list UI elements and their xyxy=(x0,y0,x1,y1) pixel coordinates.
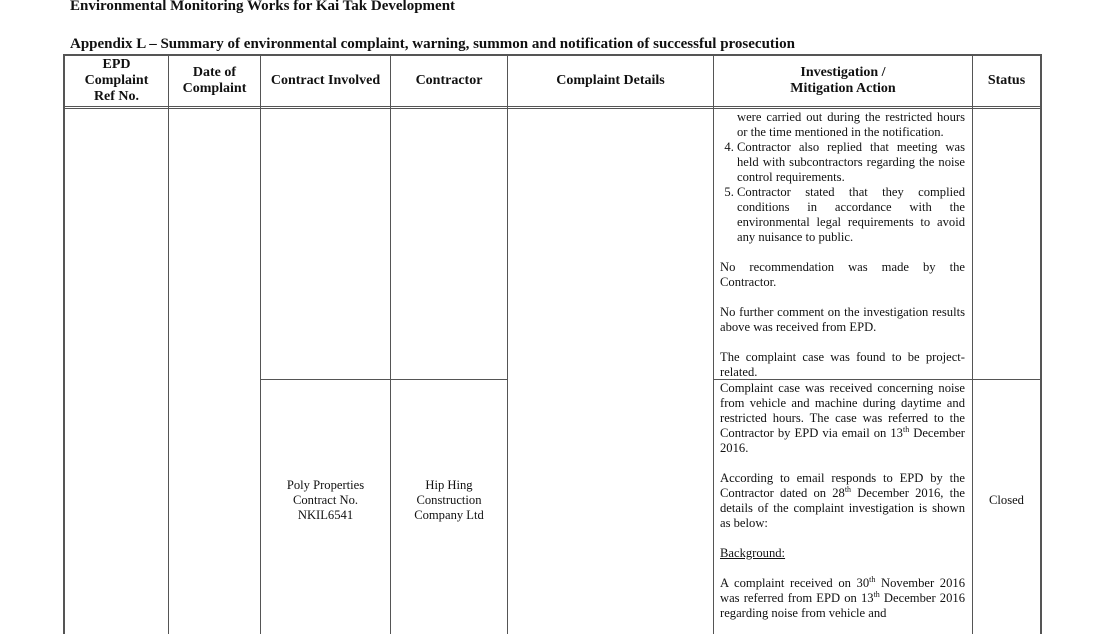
status-cell: Closed xyxy=(989,493,1024,507)
list-item: 5. Contractor stated that they complied conditions in accordance with the environmental legal requirements to avoid any nuisance to public. xyxy=(737,185,965,245)
investigation-paragraph: Complaint case was received concerning noise from vehicle and machine during daytime and restricted hours. The case was referred to the Contractor by EPD via email on 13th December 2016. xyxy=(720,381,965,455)
header-epd-ref xyxy=(65,56,168,106)
header-date xyxy=(169,56,260,106)
row-divider xyxy=(260,379,508,380)
investigation-list xyxy=(720,140,965,245)
header-investigation-line2: Mitigation Action xyxy=(790,81,896,96)
header-epd-ref-line1: EPD xyxy=(102,57,131,72)
investigation-paragraph: No recommendation was made by the Contractor. xyxy=(720,260,965,289)
list-item: 4. Contractor also replied that meeting was held with subcontractors regarding the noise control requirements. xyxy=(737,140,965,185)
header-epd-ref-line2: Complaint xyxy=(84,73,149,88)
header-complaint-details: Complaint Details xyxy=(556,73,665,88)
header-investigation xyxy=(714,56,972,106)
header-contract: Contract Involved xyxy=(270,73,381,88)
appendix-title: Appendix L – Summary of environmental complaint, warning, summon and notification of successful prosecution xyxy=(70,36,795,52)
header-investigation-line1: Investigation / xyxy=(800,65,886,80)
investigation-paragraph: No further comment on the investigation results above was received from EPD. xyxy=(720,305,965,334)
contract-line: Contract No. xyxy=(292,493,359,507)
investigation-paragraph: A complaint received on 30th November 2016 was referred from EPD on 13th December 2016 regarding noise from vehicle and xyxy=(720,574,965,620)
background-heading: Background: xyxy=(720,546,786,560)
investigation-cell-previous xyxy=(720,110,965,380)
investigation-paragraph: The complaint case was found to be project-related. xyxy=(720,350,965,379)
header-date-line1: Date of xyxy=(192,65,237,80)
contract-involved-cell xyxy=(261,478,390,523)
contractor-line: Construction xyxy=(416,493,482,507)
contract-line: NKIL6541 xyxy=(297,508,354,522)
header-epd-ref-line3: Ref No. xyxy=(93,89,140,104)
header-status: Status xyxy=(987,73,1026,88)
header-contractor: Contractor xyxy=(415,73,483,88)
investigation-continued-text: were carried out during the restricted hours or the time mentioned in the notification. xyxy=(737,110,965,139)
investigation-paragraph: According to email responds to EPD by the Contractor dated on 28th December 2016, the details of the complaint investigation is shown as below: xyxy=(720,471,965,530)
investigation-cell-new xyxy=(720,381,965,636)
contractor-line: Company Ltd xyxy=(414,508,484,522)
contractor-cell xyxy=(391,478,507,523)
complaint-summary-table xyxy=(63,54,1042,634)
table-header-row xyxy=(65,56,1040,109)
table-body xyxy=(65,109,1040,636)
header-date-line2: Complaint xyxy=(182,81,247,96)
document-title: Environmental Monitoring Works for Kai Tak Development xyxy=(70,0,456,14)
contractor-line: Hip Hing xyxy=(425,478,473,492)
contract-line: Poly Properties xyxy=(286,478,365,492)
